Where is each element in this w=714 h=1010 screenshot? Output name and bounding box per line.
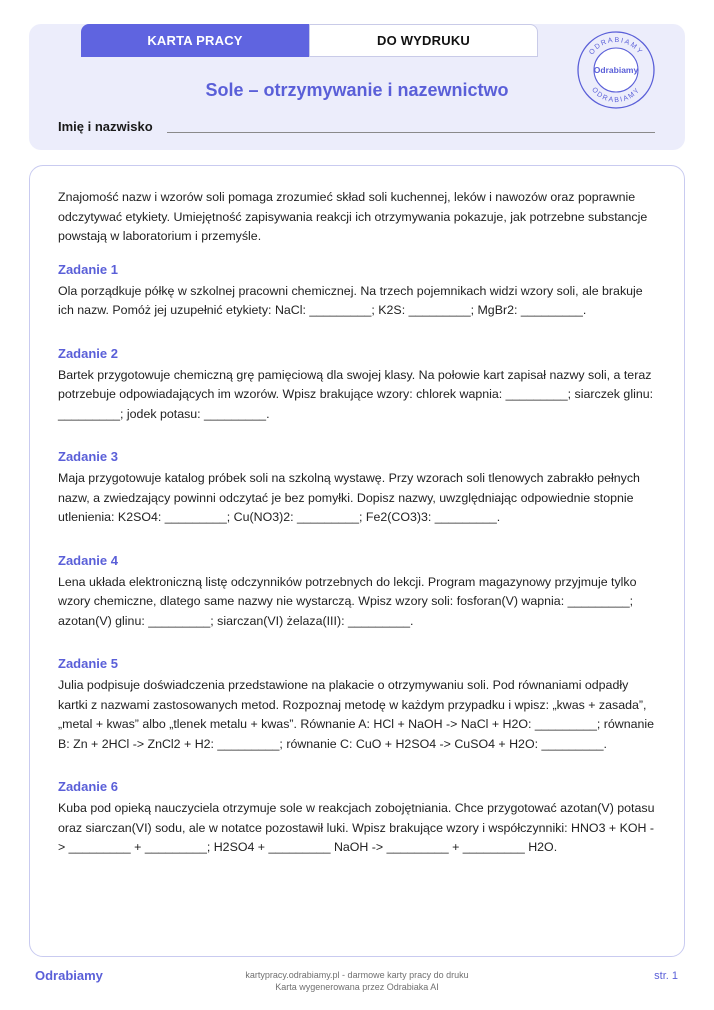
task-title: Zadanie 3 <box>58 449 118 464</box>
task-4 <box>58 551 658 632</box>
task-title: Zadanie 4 <box>58 552 118 568</box>
task-title: Zadanie 6 <box>58 779 118 794</box>
task-text: Lena układa elektroniczną listę odczynników potrzebnych do lekcji. Program magazynowy przyjmuje tylko wzory chemiczne, dlatego same nazwy nie wystarczą. Wpisz wzory soli: fosforan(V) wapnia: _________; azotan(V) glinu: _________; siarczan(VI) żelaza(III): _________. <box>58 574 637 628</box>
task-1 <box>58 260 658 321</box>
task-6 <box>58 777 658 858</box>
stamp-top-text: ODRABIAMY <box>588 36 644 57</box>
tab-print[interactable]: DO WYDRUKU <box>309 24 538 57</box>
worksheet-content <box>58 188 658 881</box>
name-input-line[interactable] <box>167 132 655 133</box>
tab-worksheet[interactable]: KARTA PRACY <box>81 24 309 57</box>
task-text: Kuba pod opieką nauczyciela otrzymuje sole w reakcjach zobojętniania. Chce przygotować azotan(V) potasu oraz siarczan(VI) sodu, ale w notatce pozostawił luki. Wpisz brakujące wzory i współczynniki: HNO3 + KOH -> _________ + _________; H2SO4 + _________ NaOH -> _________ + _________ H2O. <box>58 801 655 854</box>
task-5 <box>58 654 658 754</box>
task-2 <box>58 344 658 425</box>
task-text: Maja przygotowuje katalog próbek soli na szkolną wystawę. Przy wzorach soli tlenowych zabrakło pełnych nazw, a zwiedzający powinni odczytać je bez pomyłki. Dopisz nazwy, uwzględniając odpowiednie stopnie utlenienia: K2SO4: _________; Cu(NO3)2: _________; Fe2(CO3)3: _________. <box>58 471 640 524</box>
footer-brand[interactable]: Odrabiamy <box>35 968 103 983</box>
task-title: Zadanie 1 <box>58 261 118 277</box>
stamp-bottom-text: ODRABIAMY <box>590 86 642 105</box>
footer-generated-line: Karta wygenerowana przez Odrabiaka AI <box>275 982 439 992</box>
task-title: Zadanie 2 <box>58 345 118 361</box>
task-text: Ola porządkuje półkę w szkolnej pracowni chemicznej. Na trzech pojemnikach widzi wzory soli, ale brakuje ich nazw. Pomóż jej uzupełnić etykiety: NaCl: _________; K2S: _________; MgBr2: _________. <box>58 283 643 317</box>
page-number: str. 1 <box>654 970 678 982</box>
task-3 <box>58 447 658 528</box>
footer-info <box>0 969 714 993</box>
task-text: Julia podpisuje doświadczenia przedstawione na plakacie o otrzymywaniu soli. Pod równaniami odpadły kartki z nazwami zastosowanych metod. Rozpoznaj metodę w każdym przypadku i wpisz: „kwas + zasada”, „metal + kwas” albo „tlenek metalu + kwas”. Równanie A: HCl + NaOH -> NaCl + H2O: _________; równanie B: Zn + 2HCl -> ZnCl2 + H2: _________; równanie C: CuO + H2SO4 -> CuSO4 + H2O: _________. <box>58 678 655 751</box>
footer-site-line[interactable]: kartypracy.odrabiamy.pl - darmowe karty pracy do druku <box>245 970 469 980</box>
page-title: Sole – otrzymywanie i nazewnictwo <box>205 80 509 100</box>
task-title: Zadanie 5 <box>58 656 118 671</box>
intro-paragraph: Znajomość nazw i wzorów soli pomaga zrozumieć skład soli kuchennej, leków i nawozów oraz poprawnie odczytywać etykiety. Umiejętność zapisywania reakcji ich otrzymywania pokazuje, jak potrzebne substancje powstają w laboratorium i przemyśle. <box>58 190 648 243</box>
stamp-center-text: Odrabiamy <box>593 65 639 75</box>
task-text: Bartek przygotowuje chemiczną grę pamięciową dla swojej klasy. Na połowie kart zapisał nazwy soli, a teraz potrzebuje odpowiadających im wzorów. Wpisz brakujące wzory: chlorek wapnia: _________; siarczek glinu: _________; jodek potasu: _________. <box>58 367 654 421</box>
name-label: Imię i nazwisko <box>58 119 153 134</box>
